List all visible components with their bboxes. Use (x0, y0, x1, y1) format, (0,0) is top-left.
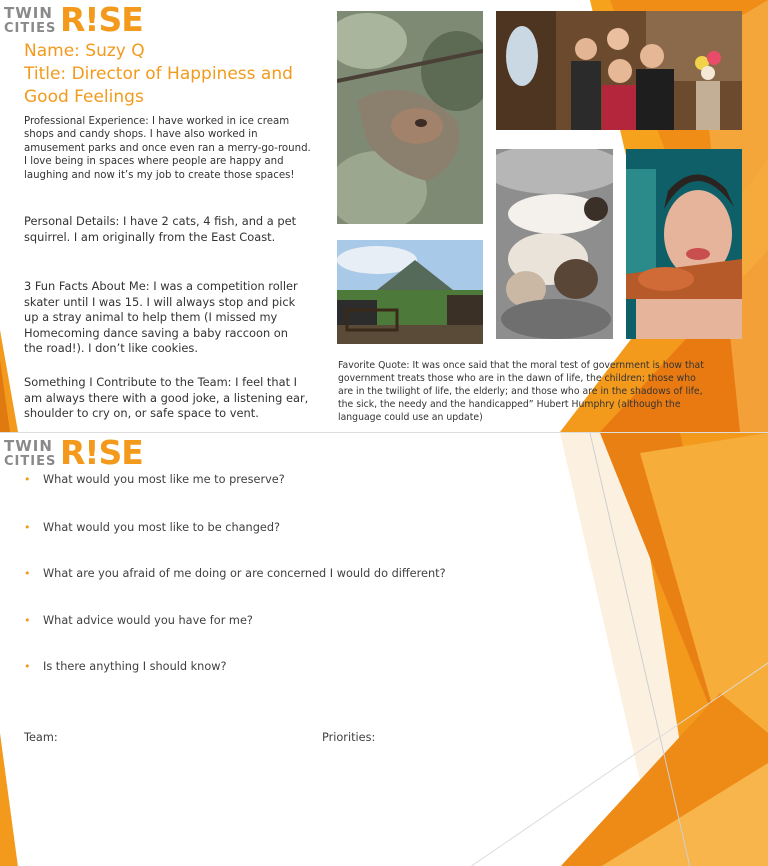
team-contribution: Something I Contribute to the Team: I feel that I am always there with a good joke, a listening ear, shoulder to cry on, or safe space to vent. (24, 375, 309, 421)
favorite-quote: Favorite Quote: It was once said that the moral test of government is how that government treats those who are in the dawn of life, the children; those who are in the twilight of life, the elderly; and those who are in the shadows of life, the sick, the needy and the handicapped” Hubert Humphry (although the language could use an update) (338, 360, 704, 424)
bullet-icon: • (24, 521, 31, 534)
question-text: What are you afraid of me doing or are concerned I would do different? (43, 567, 446, 580)
bullet-icon: • (24, 473, 31, 486)
sloth-photo (337, 11, 483, 224)
profile-slide (0, 0, 768, 432)
fun-facts: 3 Fun Facts About Me: I was a competition roller skater until I was 15. I will always stop and pick up a stray animal to help them (I missed my Homecoming dance saving a baby raccoon on the road!). I don’t like cookies. (24, 279, 298, 356)
questions-slide (0, 432, 768, 866)
cats-photo (496, 149, 613, 339)
person-name: Name: Suzy Q (24, 41, 145, 61)
bullet-icon: • (24, 660, 31, 673)
person-title: Title: Director of Happiness and Good Feelings (24, 64, 293, 107)
bullet-icon: • (24, 614, 31, 627)
name-title-block (24, 40, 324, 109)
question-text: What would you most like me to preserve? (43, 473, 285, 486)
orange-geometric-decoration (0, 433, 768, 866)
twin-cities-rise-logo: TWIN CITIES R!SE (4, 0, 143, 39)
family-photo (496, 11, 742, 130)
priorities-label: Priorities: (322, 731, 376, 744)
volcano-landscape-photo (337, 240, 483, 344)
personal-details: Personal Details: I have 2 cats, 4 fish, and a pet squirrel. I am originally from the East Coast. (24, 214, 297, 244)
team-label: Team: (24, 731, 58, 744)
question-text: What advice would you have for me? (43, 614, 253, 627)
twin-cities-rise-logo: TWIN CITIES R!SE (4, 433, 143, 472)
selfie-photo (626, 149, 742, 339)
bullet-icon: • (24, 567, 31, 580)
question-text: Is there anything I should know? (43, 660, 227, 673)
question-text: What would you most like to be changed? (43, 521, 280, 534)
professional-experience: Professional Experience: I have worked in ice cream shops and candy shops. I have also worked in amusement parks and once even ran a merry-go-round. I love being in spaces where people are happy and laughing and now it’s my job to create those spaces! (24, 116, 311, 181)
